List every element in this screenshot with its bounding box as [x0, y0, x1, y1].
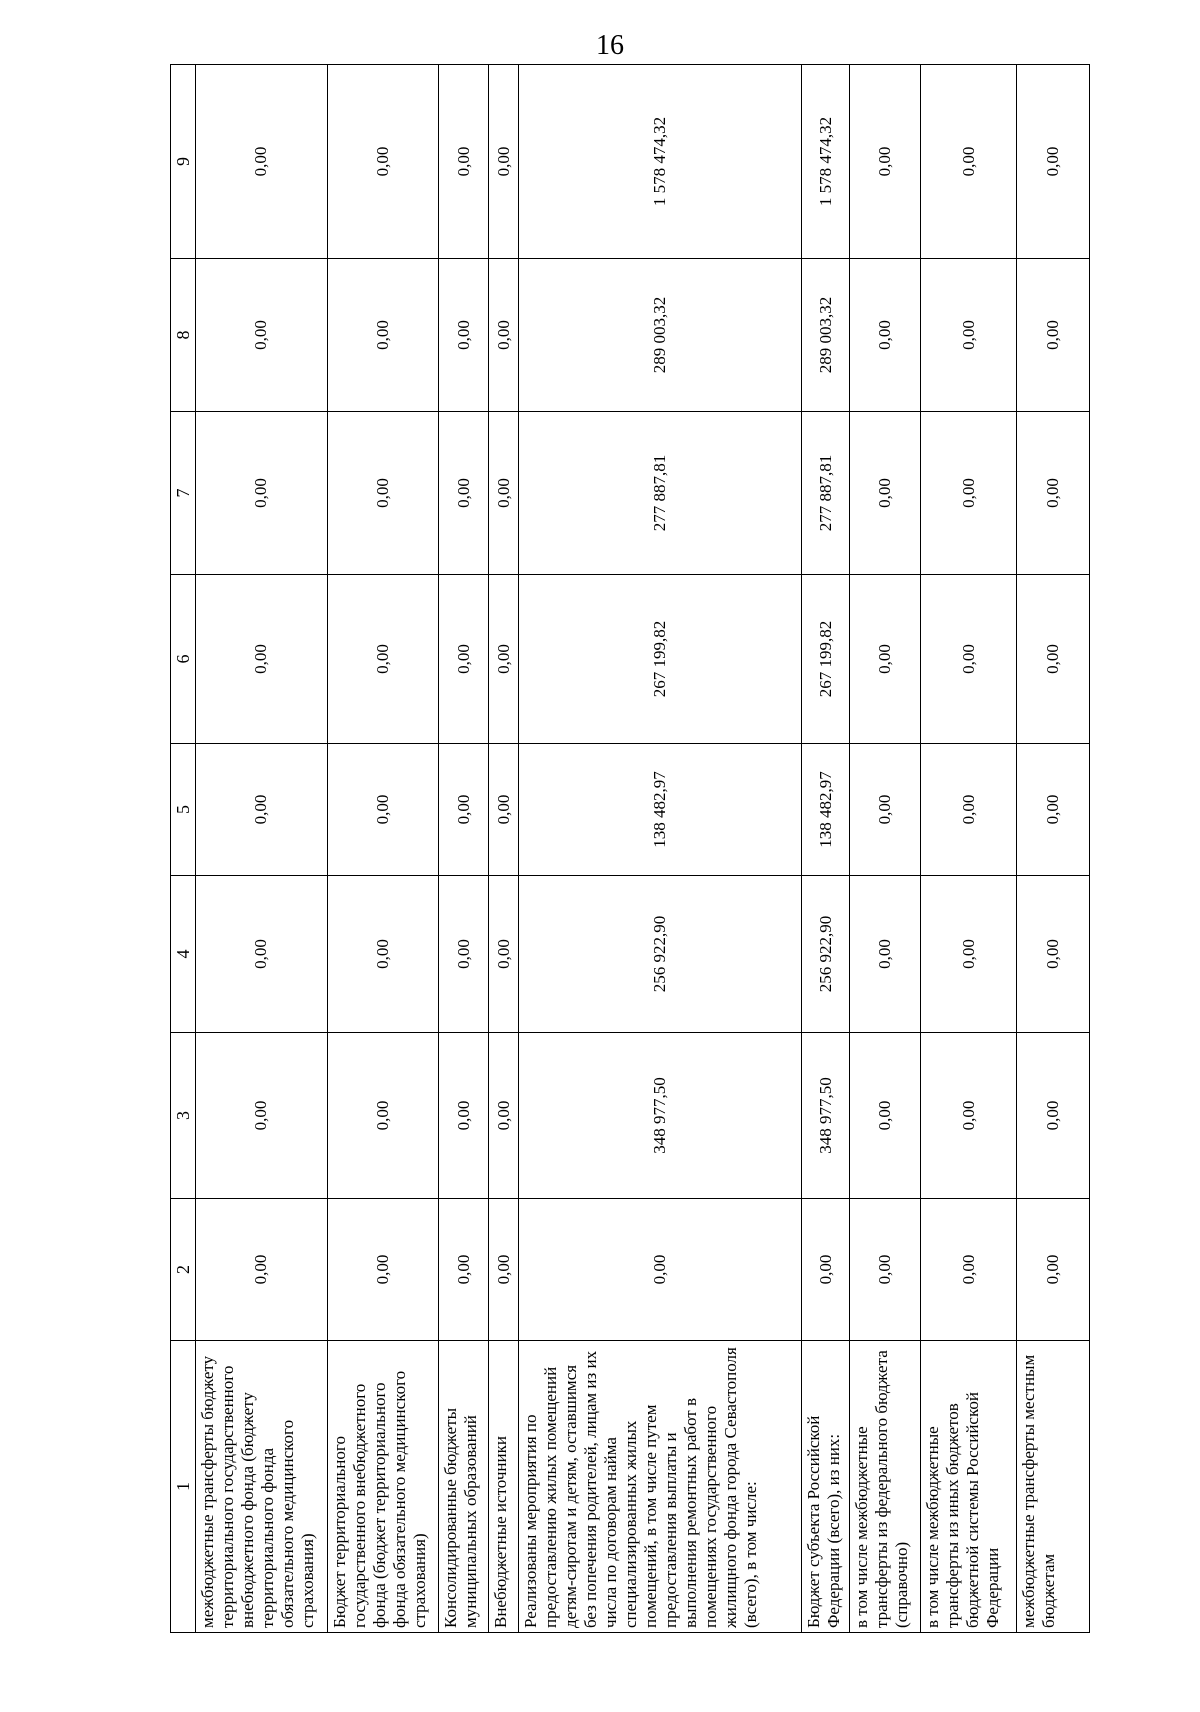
table-cell: 348 977,50 [801, 1033, 850, 1199]
table-cell: 277 887,81 [801, 412, 850, 575]
table-cell: 0,00 [196, 412, 327, 575]
table-cell: 0,00 [921, 1033, 1017, 1199]
table-cell: 0,00 [196, 1033, 327, 1199]
table-cell: 0,00 [921, 1199, 1017, 1341]
table-cell: 0,00 [1017, 575, 1090, 744]
table-cell: 0,00 [489, 876, 518, 1033]
table-cell: 0,00 [196, 259, 327, 412]
table-cell: 267 199,82 [801, 575, 850, 744]
table-cell: 0,00 [489, 412, 518, 575]
table-cell: 0,00 [850, 575, 921, 744]
column-header: 7 [171, 412, 196, 575]
table-cell: 0,00 [921, 412, 1017, 575]
table-cell: 0,00 [327, 876, 438, 1033]
table-cell: 0,00 [196, 876, 327, 1033]
row-label: межбюджетные трансферты бюджету территориального государственного внебюджетного фонда (бюджету территориального фонда обязательного медицинского страхования) [196, 1341, 327, 1633]
table-cell: 0,00 [921, 575, 1017, 744]
table-cell: 0,00 [327, 65, 438, 259]
table-cell: 0,00 [438, 65, 489, 259]
table-cell: 0,00 [438, 1199, 489, 1341]
table-cell: 0,00 [489, 744, 518, 876]
table-row [850, 65, 921, 1633]
table-cell: 289 003,32 [518, 259, 801, 412]
row-label: межбюджетные трансферты местным бюджетам [1017, 1341, 1090, 1633]
table-row [438, 65, 489, 1633]
column-header: 5 [171, 744, 196, 876]
table-cell: 0,00 [1017, 259, 1090, 412]
table-row [921, 65, 1017, 1633]
table-row [1017, 65, 1090, 1633]
table-cell: 0,00 [850, 876, 921, 1033]
table-row [489, 65, 518, 1633]
table-cell: 256 922,90 [801, 876, 850, 1033]
column-header: 6 [171, 575, 196, 744]
table-cell: 0,00 [921, 744, 1017, 876]
table-cell: 138 482,97 [801, 744, 850, 876]
column-header: 1 [171, 1341, 196, 1633]
table-cell: 1 578 474,32 [518, 65, 801, 259]
table-row [518, 65, 801, 1633]
table-row [327, 65, 438, 1633]
table-cell: 0,00 [850, 744, 921, 876]
column-header: 9 [171, 65, 196, 259]
row-label: Реализованы мероприятия по предоставлению жилых помещений детям-сиротам и детям, оставшимся без попечения родителей, лицам из их числа по договорам найма специализированных жилых помещений, в том числе путем предоставления выплаты и выполнения ремонтных работ в помещениях государственного жилищного фонда города Севастополя (всего), в том числе: [518, 1341, 801, 1633]
table-cell: 0,00 [921, 876, 1017, 1033]
table-cell: 0,00 [327, 1199, 438, 1341]
table-cell: 0,00 [327, 1033, 438, 1199]
table-cell: 0,00 [438, 1033, 489, 1199]
table-cell: 0,00 [850, 1033, 921, 1199]
table-cell: 0,00 [438, 744, 489, 876]
table-cell: 0,00 [327, 744, 438, 876]
table-cell: 0,00 [489, 1199, 518, 1341]
table-cell: 0,00 [801, 1199, 850, 1341]
table-cell: 0,00 [327, 259, 438, 412]
table-cell: 0,00 [489, 1033, 518, 1199]
table-cell: 348 977,50 [518, 1033, 801, 1199]
column-header: 4 [171, 876, 196, 1033]
budget-table [170, 64, 1090, 1633]
row-label: в том числе межбюджетные трансферты из иных бюджетов бюджетной системы Российской Федерации [921, 1341, 1017, 1633]
table-cell: 0,00 [1017, 1199, 1090, 1341]
table-row [196, 65, 327, 1633]
column-header: 2 [171, 1199, 196, 1341]
table-cell: 0,00 [489, 65, 518, 259]
table-cell: 0,00 [196, 1199, 327, 1341]
table-cell: 0,00 [438, 412, 489, 575]
table-cell: 0,00 [196, 65, 327, 259]
table-cell: 0,00 [1017, 1033, 1090, 1199]
table-cell: 0,00 [850, 412, 921, 575]
table-cell: 0,00 [327, 575, 438, 744]
table-cell: 1 578 474,32 [801, 65, 850, 259]
table-cell: 0,00 [438, 876, 489, 1033]
table-cell: 267 199,82 [518, 575, 801, 744]
table-cell: 0,00 [196, 575, 327, 744]
row-label: Бюджет территориального государственного внебюджетного фонда (бюджет территориального фонда обязательного медицинского страхования) [327, 1341, 438, 1633]
table-cell: 0,00 [438, 259, 489, 412]
table-cell: 0,00 [921, 65, 1017, 259]
table-cell: 0,00 [1017, 412, 1090, 575]
table-cell: 0,00 [850, 1199, 921, 1341]
table-cell: 0,00 [327, 412, 438, 575]
table-cell: 256 922,90 [518, 876, 801, 1033]
row-label: Внебюджетные источники [489, 1341, 518, 1633]
table-cell: 289 003,32 [801, 259, 850, 412]
table-cell: 0,00 [438, 575, 489, 744]
column-header: 3 [171, 1033, 196, 1199]
header-row [171, 65, 196, 1633]
row-label: Консолидированные бюджеты муниципальных образований [438, 1341, 489, 1633]
table-cell: 0,00 [489, 259, 518, 412]
column-header: 8 [171, 259, 196, 412]
table-cell: 0,00 [1017, 744, 1090, 876]
table-cell: 277 887,81 [518, 412, 801, 575]
table-cell: 0,00 [921, 259, 1017, 412]
table-cell: 0,00 [1017, 876, 1090, 1033]
rotated-table-container [170, 65, 1090, 1633]
row-label: в том числе межбюджетные трансферты из федерального бюджета (справочно) [850, 1341, 921, 1633]
table-row [801, 65, 850, 1633]
table-cell: 0,00 [850, 259, 921, 412]
page-number: 16 [596, 30, 624, 61]
table-cell: 0,00 [1017, 65, 1090, 259]
row-label: Бюджет субъекта Российской Федерации (всего), из них: [801, 1341, 850, 1633]
table-cell: 0,00 [489, 575, 518, 744]
table-cell: 0,00 [518, 1199, 801, 1341]
table-cell: 0,00 [850, 65, 921, 259]
table-cell: 0,00 [196, 744, 327, 876]
table-cell: 138 482,97 [518, 744, 801, 876]
